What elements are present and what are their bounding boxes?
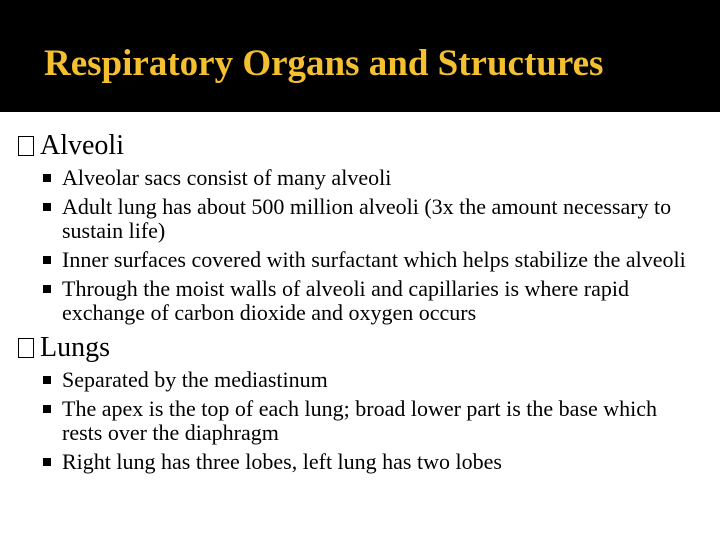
list-item	[0, 195, 720, 243]
bullet-list	[0, 166, 720, 325]
list-item-text: Adult lung has about 500 million alveoli (3x the amount necessary to sustain life)	[62, 194, 672, 243]
slide-content	[0, 128, 720, 479]
section-heading	[0, 128, 720, 164]
list-item	[0, 397, 720, 445]
list-item-text: Separated by the mediastinum	[62, 367, 328, 392]
square-bullet-icon	[43, 203, 51, 211]
list-item-text: Alveolar sacs consist of many alveoli	[62, 165, 392, 190]
section-heading	[0, 330, 720, 366]
section-heading-text: Alveoli	[40, 130, 124, 161]
list-item-text: Inner surfaces covered with surfactant which helps stabilize the alveoli	[62, 247, 686, 272]
square-bullet-icon	[43, 256, 51, 264]
square-bullet-icon	[43, 376, 51, 384]
section-lungs	[0, 330, 720, 474]
square-bullet-icon	[43, 458, 51, 466]
square-bullet-icon	[43, 405, 51, 413]
list-item	[0, 166, 720, 190]
slide-title: Respiratory Organs and Structures	[44, 43, 604, 84]
list-item	[0, 368, 720, 392]
bullet-list	[0, 368, 720, 474]
list-item	[0, 277, 720, 325]
list-item	[0, 450, 720, 474]
list-item-text: Through the moist walls of alveoli and capillaries is where rapid exchange of carbon dioxide and oxygen occurs	[62, 276, 629, 325]
missing-glyph-box-icon	[18, 136, 34, 156]
square-bullet-icon	[43, 174, 51, 182]
section-alveoli	[0, 128, 720, 325]
section-heading-text: Lungs	[40, 332, 110, 363]
square-bullet-icon	[43, 285, 51, 293]
list-item-text: The apex is the top of each lung; broad lower part is the base which rests over the diaphragm	[62, 396, 658, 445]
list-item-text: Right lung has three lobes, left lung has two lobes	[62, 449, 502, 474]
missing-glyph-box-icon	[18, 338, 34, 358]
list-item	[0, 248, 720, 272]
title-bar	[0, 0, 720, 112]
